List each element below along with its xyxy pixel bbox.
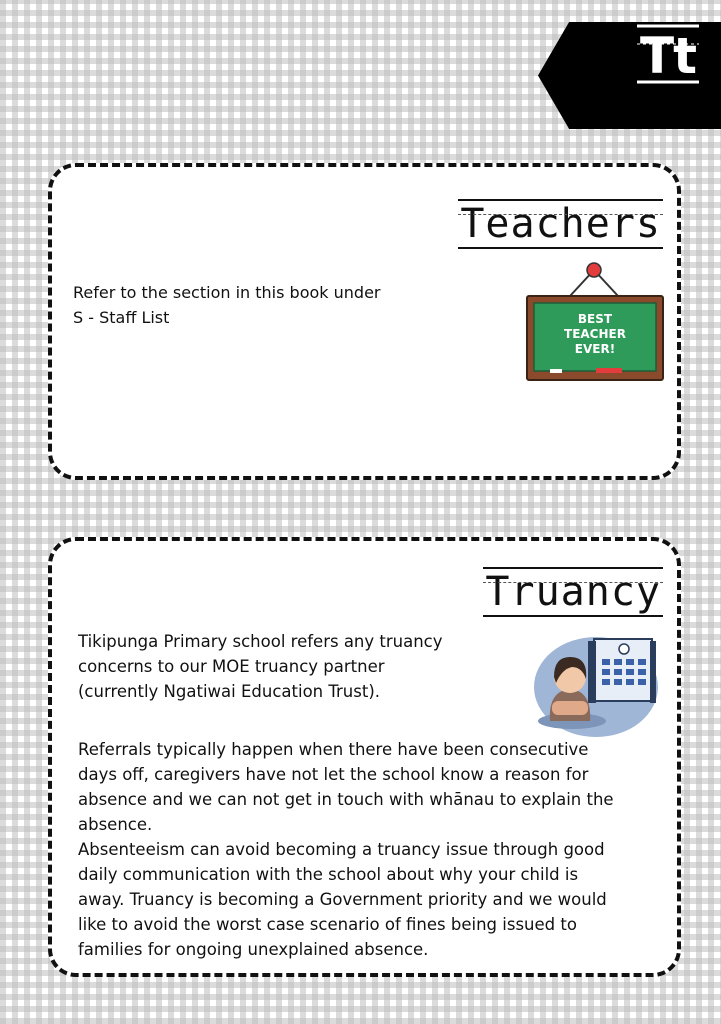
truancy-intro-line: concerns to our MOE truancy partner (78, 657, 385, 676)
truancy-body-line: families for ongoing unexplained absence. (78, 940, 429, 959)
truancy-body-line: absence and we can not get in touch with whānau to explain the (78, 790, 614, 809)
board-text-line: BEST (577, 312, 613, 326)
teachers-text (73, 280, 453, 330)
truancy-body-line: Referrals typically happen when there have been consecutive (78, 740, 589, 759)
truancy-heading: Truancy (485, 569, 661, 615)
sad-child-illustration (532, 629, 660, 739)
truancy-body-line: days off, caregivers have not let the school know a reason for (78, 765, 589, 784)
board-text-line: EVER! (574, 342, 616, 356)
truancy-body-line: like to avoid the worst case scenario of fines being issued to (78, 915, 577, 934)
truancy-card (48, 537, 681, 977)
truancy-intro (78, 629, 518, 704)
teachers-card (48, 163, 681, 480)
truancy-intro-line: Tikipunga Primary school refers any truancy (78, 632, 443, 651)
truancy-body-line: away. Truancy is becoming a Government priority and we would (78, 890, 607, 909)
truancy-body (78, 737, 668, 962)
teachers-heading: Teachers (460, 201, 661, 247)
truancy-body-line: absence. (78, 815, 153, 834)
truancy-intro-line: (currently Ngatiwai Education Trust). (78, 682, 381, 701)
board-text-line: TEACHER (564, 327, 626, 341)
truancy-body-line: daily communication with the school about why your child is (78, 865, 579, 884)
teachers-line: S - Staff List (73, 308, 170, 327)
best-teacher-chalkboard-image (524, 260, 666, 385)
truancy-body-line: Absenteeism can avoid becoming a truancy issue through good (78, 840, 605, 859)
section-letter: Tt (639, 27, 696, 85)
teachers-line: Refer to the section in this book under (73, 283, 381, 302)
